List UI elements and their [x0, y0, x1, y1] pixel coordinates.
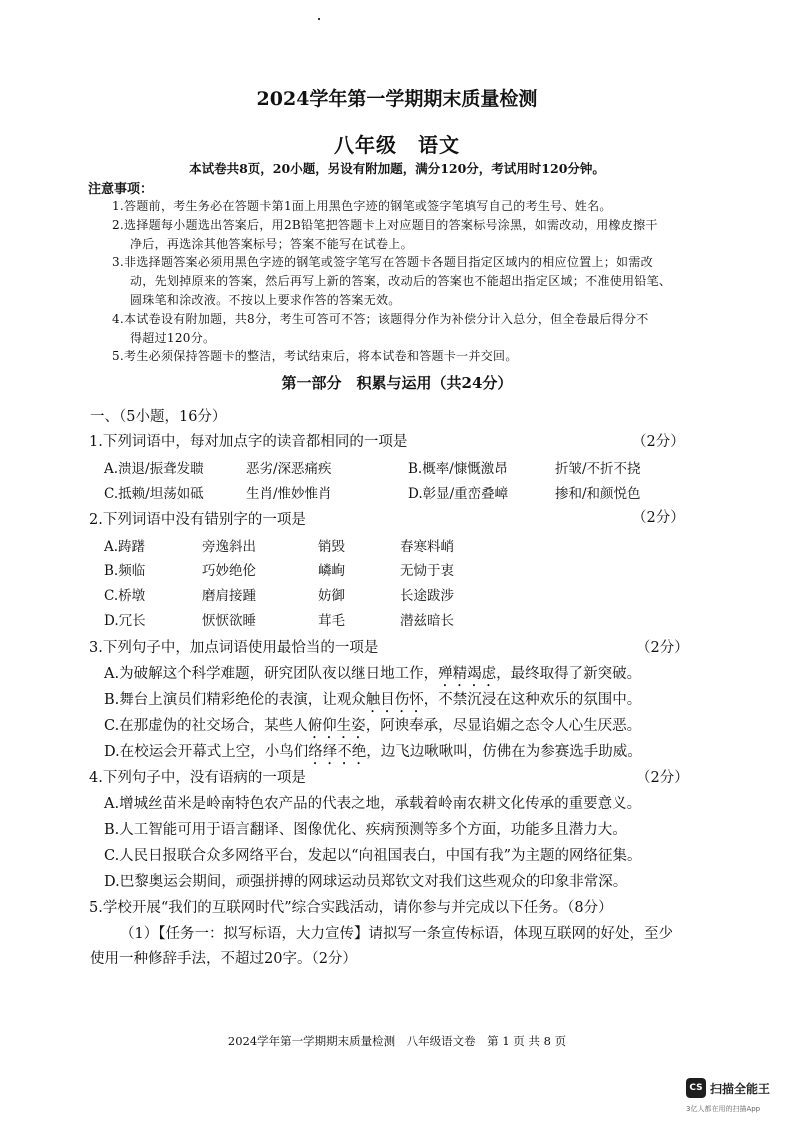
- q3-option-d: D.在校运会开幕式上空，小鸟们络绎不绝，边飞边啾啾叫，仿佛在为参赛选手助威。: [104, 744, 642, 760]
- q3-option-a: A.为破解这个科学难题，研究团队夜以继日地工作，殚精竭虑，最终取得了新突破。: [104, 666, 642, 682]
- note-line: 得超过120分。: [130, 331, 216, 345]
- note-line: 净后，再选涂其他答案标号；答案不能写在试卷上。: [130, 237, 413, 251]
- scan-speck: [318, 18, 320, 20]
- question-1-score: （2分）: [632, 434, 685, 450]
- note-line: 5.考生必须保持答题卡的整洁，考试结束后，将本试卷和答题卡一并交回。: [112, 349, 518, 363]
- q1-option-d-word1: D.彰显/重峦叠嶂: [408, 486, 509, 502]
- q2-option-b-word3: 嶙峋: [318, 563, 345, 579]
- q4-option-b: B.人工智能可用于语言翻译、图像优化、疾病预测等多个方面，功能多且潜力大。: [104, 822, 627, 838]
- note-line: 3.非选择题答案必须用黑色字迹的钢笔或签字笔写在答题卡各题目指定区域内的相应位置上；如需改: [112, 255, 653, 269]
- note-line: 1.答题前，考生务必在答题卡第1面上用黑色字迹的钢笔或签字笔填写自己的考生号、姓名。: [112, 199, 612, 213]
- dotted-phrase: 俯仰生姿: [307, 718, 366, 734]
- q2-option-a-word3: 销毁: [318, 539, 345, 555]
- q1-option-b-word1: B.概率/慷慨激昂: [408, 461, 508, 477]
- section-one-heading: 一、（5小题，16分）: [90, 409, 227, 425]
- question-2-score: （2分）: [632, 510, 685, 526]
- dotted-phrase: 络绎不绝: [308, 744, 367, 760]
- q2-option-a-word2: 旁逸斜出: [202, 539, 256, 555]
- question-3-stem: 3.下列句子中，加点词语使用最恰当的一项是: [89, 640, 379, 656]
- note-line: 圆珠笔和涂改液。不按以上要求作答的答案无效。: [130, 293, 401, 307]
- note-line: 动，先划掉原来的答案，然后再写上新的答案，改动后的答案也不能超出指定区域；不准使用铅笔、: [130, 274, 672, 288]
- q1-option-c-word2: 生肖/惟妙惟肖: [246, 486, 332, 502]
- q1-option-b-word2: 折皱/不折不挠: [555, 461, 641, 477]
- dotted-phrase: 触目伤怀: [365, 692, 424, 708]
- watermark-tagline: 3亿人都在用的扫描App: [686, 1105, 761, 1113]
- question-3-score: （2分）: [636, 640, 689, 656]
- question-1-stem: 1.下列词语中，每对加点字的读音都相同的一项是: [89, 434, 408, 450]
- exam-title: 2024学年第一学期期末质量检测: [256, 88, 538, 110]
- notes-heading: 注意事项：: [88, 182, 154, 197]
- q1-option-a-word2: 恶劣/深恶痛疾: [246, 461, 332, 477]
- q4-option-d: D.巴黎奥运会期间，顽强拼搏的网球运动员郑钦文对我们这些观众的印象非常深。: [104, 874, 628, 890]
- question-5-stem: 5.学校开展“我们的互联网时代”综合实践活动，请你参与并完成以下任务。（8分）: [89, 900, 613, 916]
- note-line: 2.选择题每小题选出答案后，用2B铅笔把答题卡上对应题目的答案标号涂黑，如需改动，用橡皮擦干: [112, 218, 658, 232]
- q4-option-c: C.人民日报联合众多网络平台，发起以“向祖国表白，中国有我”为主题的网络征集。: [104, 848, 642, 864]
- q2-option-b-word1: B.频临: [104, 563, 146, 579]
- question-4-score: （2分）: [636, 770, 689, 786]
- dotted-phrase: 殚精竭虑: [438, 666, 497, 682]
- q1-option-c-word1: C.抵赖/坦荡如砥: [104, 486, 204, 502]
- q2-option-c-word1: C.桥墩: [104, 588, 146, 604]
- q2-option-d-word2: 恹恹欲睡: [202, 613, 256, 629]
- q2-option-c-word3: 妨御: [318, 588, 345, 604]
- watermark-brand: 扫描全能王: [710, 1082, 771, 1096]
- q2-option-d-word1: D.冗长: [104, 613, 146, 629]
- q2-option-b-word2: 巧妙绝伦: [202, 563, 256, 579]
- q3-option-c: C.在那虚伪的社交场合，某些人俯仰生姿，阿谀奉承，尽显谄媚之态令人心生厌恶。: [104, 718, 642, 734]
- q1-option-a-word1: A.溃退/振聋发聩: [104, 461, 204, 477]
- q2-option-b-word4: 无恸于衷: [400, 563, 454, 579]
- q2-option-c-word4: 长途跋涉: [400, 588, 454, 604]
- q5-task1-line1: （1）【任务一：拟写标语，大力宣传】请拟写一条宣传标语，体现互联网的好处，至少: [120, 926, 673, 942]
- q3-option-b: B.舞台上演员们精彩绝伦的表演，让观众触目伤怀，不禁沉浸在这种欢乐的氛围中。: [104, 692, 642, 708]
- q4-option-a: A.增城丝苗米是岭南特色农产品的代表之地，承载着岭南农耕文化传承的重要意义。: [104, 796, 642, 812]
- q1-option-d-word2: 掺和/和颜悦色: [555, 486, 641, 502]
- q5-task1-line2: 使用一种修辞手法，不超过20字。（2分）: [90, 951, 357, 967]
- exam-subtitle: 八年级 语文: [334, 133, 460, 157]
- question-4-stem: 4.下列句子中，没有语病的一项是: [89, 770, 306, 786]
- q2-option-c-word2: 磨肩接踵: [202, 588, 256, 604]
- q2-option-d-word4: 潜兹暗长: [400, 613, 454, 629]
- part-one-heading: 第一部分 积累与运用（共24分）: [281, 374, 513, 392]
- q2-option-d-word3: 茸毛: [318, 613, 345, 629]
- note-line: 4.本试卷设有附加题，共8分，考生可答可不答；该题得分作为补偿分计入总分，但全卷最后得分不: [112, 312, 649, 326]
- q2-option-a-word1: A.踌躇: [104, 539, 146, 555]
- camscanner-logo-icon: CS: [686, 1078, 706, 1098]
- exam-intro: 本试卷共8页，20小题，另设有附加题，满分120分，考试用时120分钟。: [189, 161, 605, 176]
- question-2-stem: 2.下列词语中没有错别字的一项是: [89, 512, 306, 528]
- page-footer: 2024学年第一学期期末质量检测 八年级语文卷 第 1 页 共 8 页: [227, 1034, 567, 1048]
- q2-option-a-word4: 春寒料峭: [400, 539, 454, 555]
